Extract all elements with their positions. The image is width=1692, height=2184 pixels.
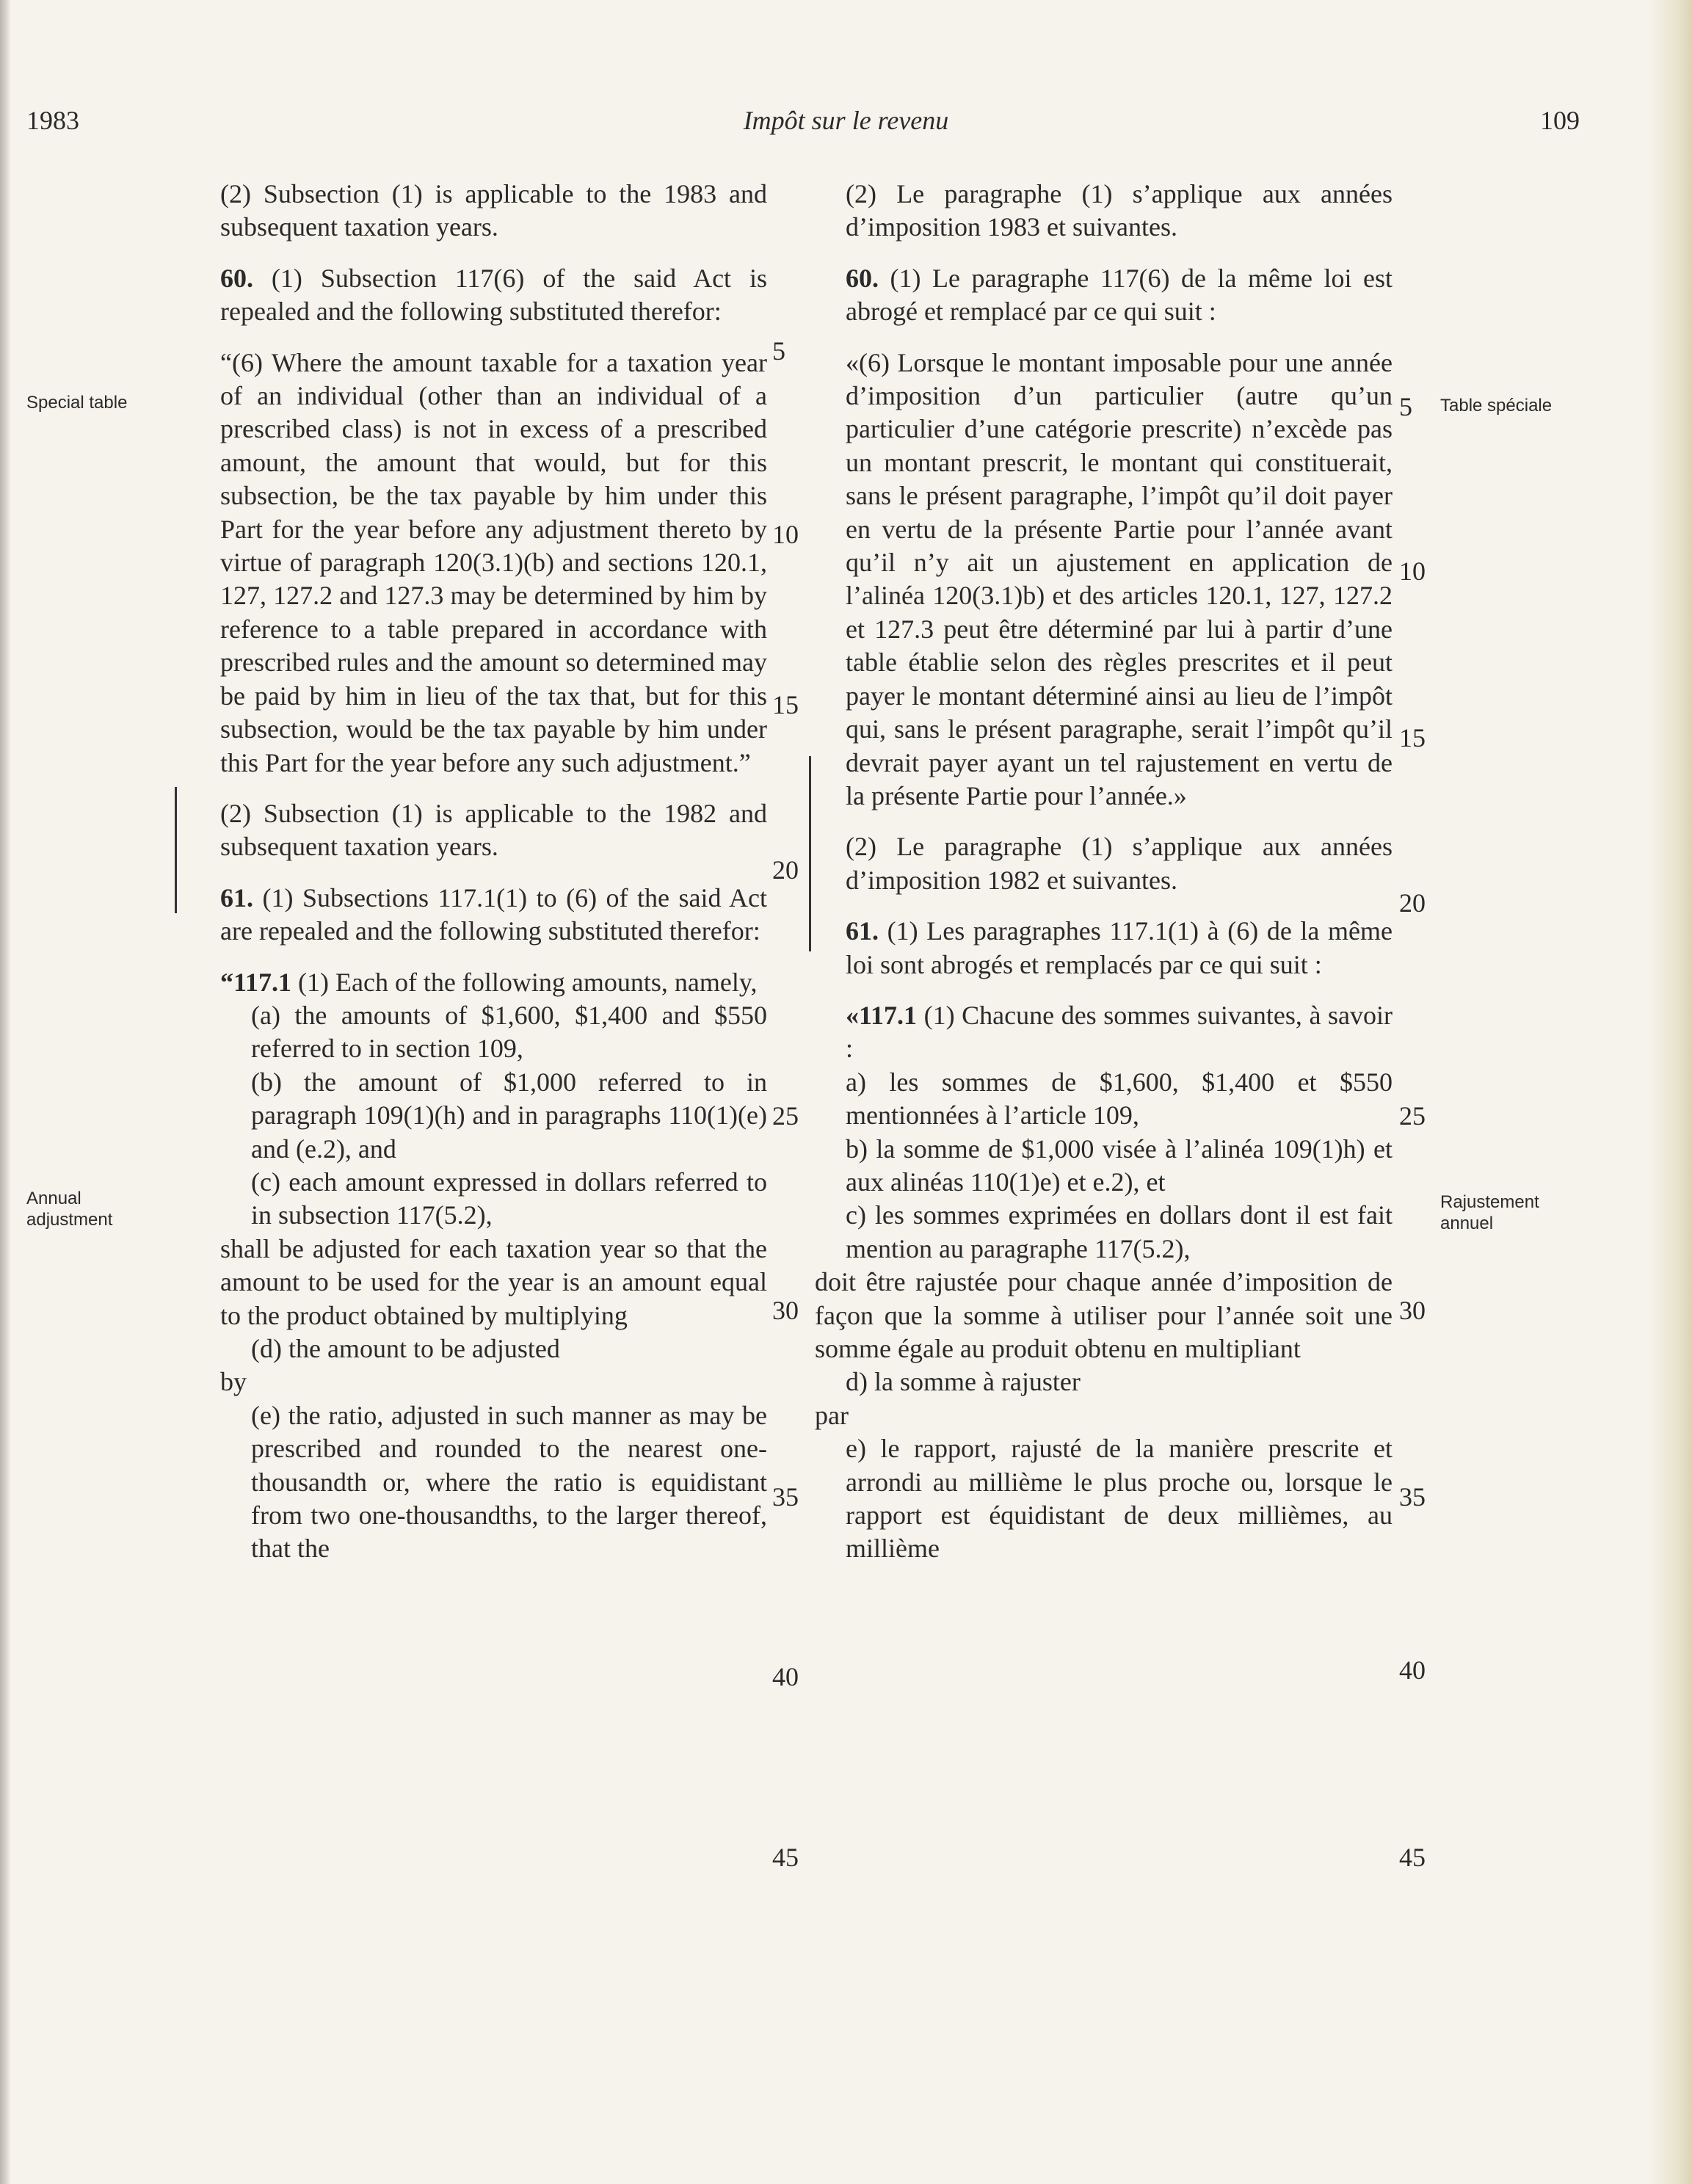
en-section-61-number: 61. [220, 882, 253, 913]
header-year: 1983 [26, 106, 79, 135]
line-number-en-20: 20 [772, 855, 799, 885]
en-section-61 [189, 882, 767, 948]
fr-paragraph-a: a) les sommes de $1,600, $1,400 et $550 mentionnées à l’article 109, [846, 1067, 1393, 1131]
en-section-60 [189, 262, 767, 329]
line-number-en-25: 25 [772, 1101, 799, 1131]
page-right-edge [1648, 0, 1692, 2184]
line-number-en-35: 35 [772, 1482, 799, 1512]
line-number-fr-35: 35 [1399, 1482, 1426, 1512]
english-column [189, 178, 767, 1566]
line-number-fr-30: 30 [1399, 1296, 1426, 1325]
en-subsection-2-1983: (2) Subsection (1) is applicable to the 1983 and subsequent taxation years. [220, 179, 767, 242]
en-section-117-1 [189, 966, 767, 999]
en-subsection-2-1982: (2) Subsection (1) is applicable to the 1982 and subsequent taxation years. [220, 798, 767, 862]
en-paragraph-c: (c) each amount expressed in dollars referred to in subsection 117(5.2), [251, 1167, 767, 1230]
header-title: Impôt sur le revenu [743, 106, 949, 135]
en-paragraph-a: (a) the amounts of $1,600, $1,400 and $550 referred to in section 109, [251, 1000, 767, 1064]
french-column [815, 178, 1393, 1566]
fr-subsection-2-1983: (2) Le paragraphe (1) s’applique aux années d’imposition 1983 et suivantes. [846, 179, 1393, 242]
margin-note-table-speciale: Table spéciale [1440, 396, 1553, 416]
revision-bar-english [175, 787, 177, 913]
revision-bar-french [809, 756, 811, 951]
fr-subsection-2-1982: (2) Le paragraphe (1) s’applique aux années d’imposition 1982 et suivantes. [846, 832, 1393, 895]
fr-section-61-number: 61. [846, 916, 879, 946]
fr-section-117-1-text: (1) Chacune des sommes suivantes, à savoir : [846, 1000, 1393, 1064]
en-subsection-117-6: “(6) Where the amount taxable for a taxation year of an individual (other than an individual of a prescribed class) is not in excess of a prescribed amount, the amount that would, but for this subsection, be the tax payable by him under this Part for the year before any adjustment thereto by virtue of paragraph 120(3.1)(b) and sections 120.1, 127, 127.2 and 127.3 may be determined by him by reference to a table prepared in accordance with prescribed rules and the amount so determined may be paid by him in lieu of the tax that, but for this subsection, would be the tax payable by him under this Part for the year before any such adjustment.” [220, 347, 767, 777]
fr-section-61 [815, 915, 1393, 982]
line-number-fr-15: 15 [1399, 723, 1426, 752]
fr-subsection-117-6: «(6) Lorsque le montant imposable pour une année d’imposition d’un particulier (autre qu’un particulier d’une catégorie prescrite) n’excède pas un montant prescrit, le montant qui constituerait, sans le présent paragraphe, l’impôt qu’il doit payer en vertu de la présente Partie pour l’année avant qu’il n’y ait un ajustement en application de l’alinéa 120(3.1)b) et des articles 120.1, 127, 127.2 et 127.3 peut être déterminé par lui à partir d’une table établie selon des règles prescrites et il peut payer le montant déterminé ainsi au lieu de l’impôt qui, sans le présent paragraphe, serait l’impôt qu’il devrait payer ayant un tel rajustement en vertu de la présente Partie pour l’année.» [846, 347, 1393, 810]
en-section-117-1-number: “117.1 [220, 967, 292, 997]
fr-section-60 [815, 262, 1393, 329]
line-number-en-10: 10 [772, 520, 799, 549]
margin-note-rajustement-2: annuel [1440, 1213, 1494, 1233]
line-number-en-40: 40 [772, 1662, 799, 1691]
margin-note-special-table: Special table [26, 393, 128, 413]
fr-section-61-text: (1) Les paragraphes 117.1(1) à (6) de la même loi sont abrogés et remplacés par ce qui suit : [846, 916, 1393, 979]
fr-section-117-1-number: «117.1 [846, 1000, 918, 1030]
en-paragraph-d: (d) the amount to be adjusted [251, 1334, 560, 1363]
en-section-60-number: 60. [220, 263, 253, 293]
line-number-fr-25: 25 [1399, 1101, 1426, 1131]
line-number-en-5: 5 [772, 336, 785, 366]
fr-paragraph-c: c) les sommes exprimées en dollars dont il est fait mention au paragraphe 117(5.2), [846, 1200, 1393, 1263]
en-paragraph-e: (e) the ratio, adjusted in such manner as may be prescribed and rounded to the nearest one-thousandth or, where the ratio is equidistant from two one-thousandths, to the larger thereof, that the [251, 1400, 767, 1564]
line-number-fr-10: 10 [1399, 556, 1426, 586]
margin-note-annual-adjustment-1: Annual [26, 1189, 81, 1208]
line-number-fr-45: 45 [1399, 1843, 1426, 1872]
page-binding-edge [0, 0, 10, 2184]
fr-paragraph-d: d) la somme à rajuster [846, 1367, 1081, 1397]
fr-paragraph-b: b) la somme de $1,000 visée à l’alinéa 109(1)h) et aux alinéas 110(1)e) et e.2), et [846, 1133, 1393, 1197]
fr-section-60-number: 60. [846, 263, 879, 293]
fr-section-117-1 [815, 999, 1393, 1066]
fr-shall-clause: doit être rajustée pour chaque année d’imposition de façon que la somme à utiliser pour l’année soit une somme égale au produit obtenu en multipliant [815, 1267, 1393, 1363]
line-number-fr-40: 40 [1399, 1655, 1426, 1685]
en-section-117-1-text: (1) Each of the following amounts, namely, [291, 967, 758, 997]
fr-paragraph-e: e) le rapport, rajusté de la manière prescrite et arrondi au millième le plus proche ou, lorsque le rapport est équidistant de deux millièmes, au millième [846, 1434, 1393, 1564]
en-shall-clause: shall be adjusted for each taxation year so that the amount to be used for the year is an amount equal to the product obtained by multiplying [220, 1233, 767, 1330]
en-by: by [220, 1367, 247, 1397]
fr-section-60-text: (1) Le paragraphe 117(6) de la même loi est abrogé et remplacé par ce qui suit : [846, 263, 1393, 327]
en-paragraph-b: (b) the amount of $1,000 referred to in paragraph 109(1)(h) and in paragraphs 110(1)(e) and (e.2), and [251, 1067, 767, 1164]
en-section-61-text: (1) Subsections 117.1(1) to (6) of the said Act are repealed and the following substituted therefor: [220, 882, 767, 946]
fr-par: par [815, 1400, 849, 1430]
line-number-en-15: 15 [772, 690, 799, 719]
line-number-en-30: 30 [772, 1296, 799, 1325]
line-number-fr-5: 5 [1399, 392, 1412, 421]
line-number-en-45: 45 [772, 1843, 799, 1872]
margin-note-rajustement-1: Rajustement [1440, 1192, 1539, 1212]
line-number-fr-20: 20 [1399, 888, 1426, 918]
en-section-60-text: (1) Subsection 117(6) of the said Act is repealed and the following substituted therefor: [220, 263, 767, 327]
header-page-number: 109 [1540, 106, 1580, 135]
margin-note-annual-adjustment-2: adjustment [26, 1210, 113, 1230]
